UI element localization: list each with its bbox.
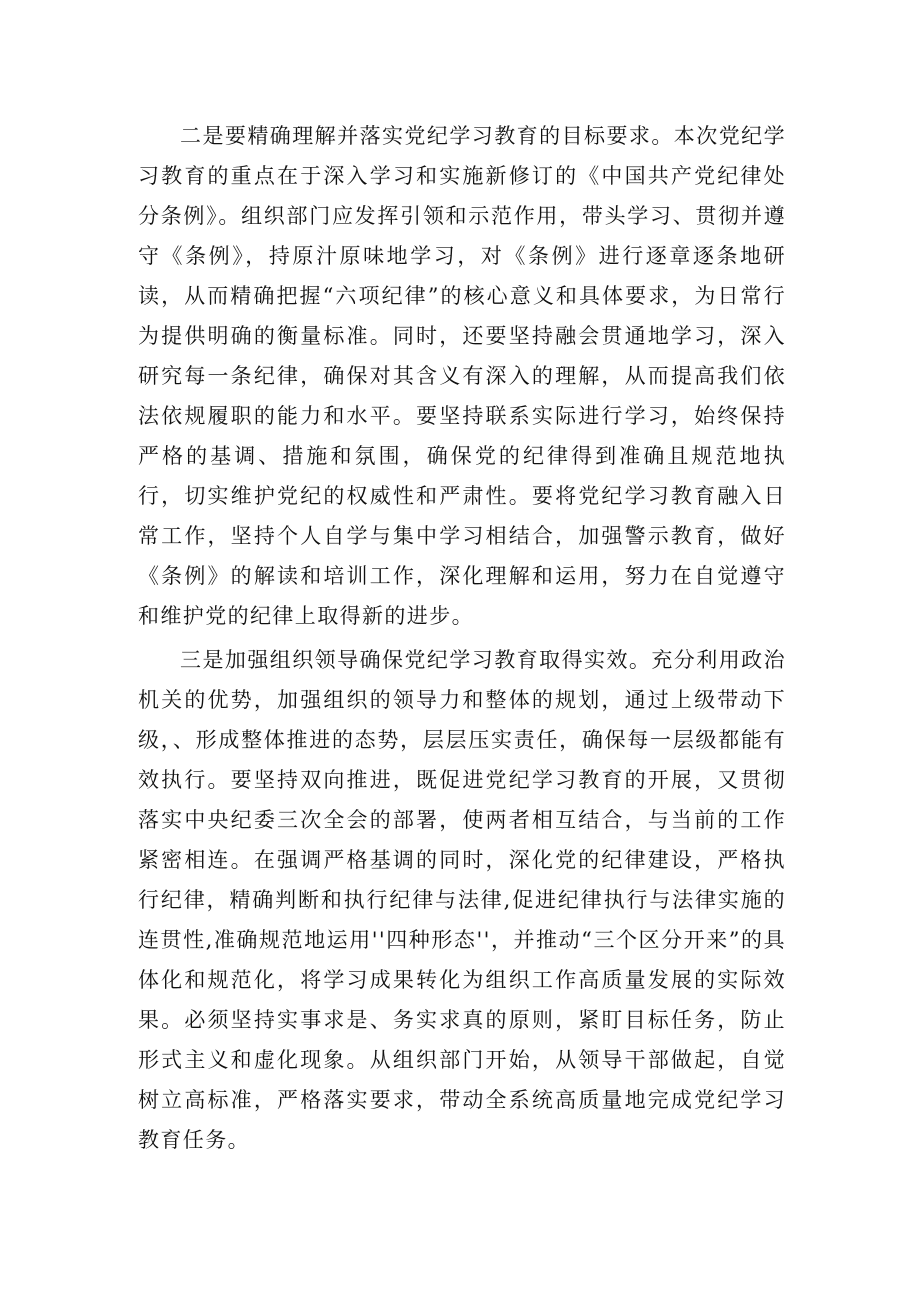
paragraph-leadership: 三是加强组织领导确保党纪学习教育取得实效。充分利用政治机关的优势，加强组织的领导力和整体的规划，通过上级带动下级，、形成整体推进的态势，层层压实责任，确保每一层级都能有效执行。要坚持双向推进，既促进党纪学习教育的开展，又贯彻落实中央纪委三次全会的部署，使两者相互结合，与当前的工作紧密相连。在强调严格基调的同时，深化党的纪律建设，严格执行纪律，精确判断和执行纪律与法律,促进纪律执行与法律实施的连贯性,准确规范地运用''四种形态''，并推动“三个区分开来”的具体化和规范化，将学习成果转化为组织工作高质量发展的实际效果。必须坚持实事求是、务实求真的原则，紧盯目标任务，防止形式主义和虚化现象。从组织部门开始，从领导干部做起，自觉树立高标准，严格落实要求，带动全系统高质量地完成党纪学习教育任务。 (138, 648, 786, 1152)
paragraph-objectives: 二是要精确理解并落实党纪学习教育的目标要求。本次党纪学习教育的重点在于深入学习和实施新修订的《中国共产党纪律处分条例》。组织部门应发挥引领和示范作用，带头学习、贯彻并遵守《条例》，持原汁原味地学习，对《条例》进行逐章逐条地研读，从而精确把握“六项纪律”的核心意义和具体要求，为日常行为提供明确的衡量标准。同时，还要坚持融会贯通地学习，深入研究每一条纪律，确保对其含义有深入的理解，从而提高我们依法依规履职的能力和水平。要坚持联系实际进行学习，始终保持严格的基调、措施和氛围，确保党的纪律得到准确且规范地执行，切实维护党纪的权威性和严肃性。要将党纪学习教育融入日常工作，坚持个人自学与集中学习相结合，加强警示教育，做好《条例》的解读和培训工作，深化理解和运用，努力在自觉遵守和维护党的纪律上取得新的进步。 (138, 124, 786, 628)
document-body (138, 116, 786, 1160)
